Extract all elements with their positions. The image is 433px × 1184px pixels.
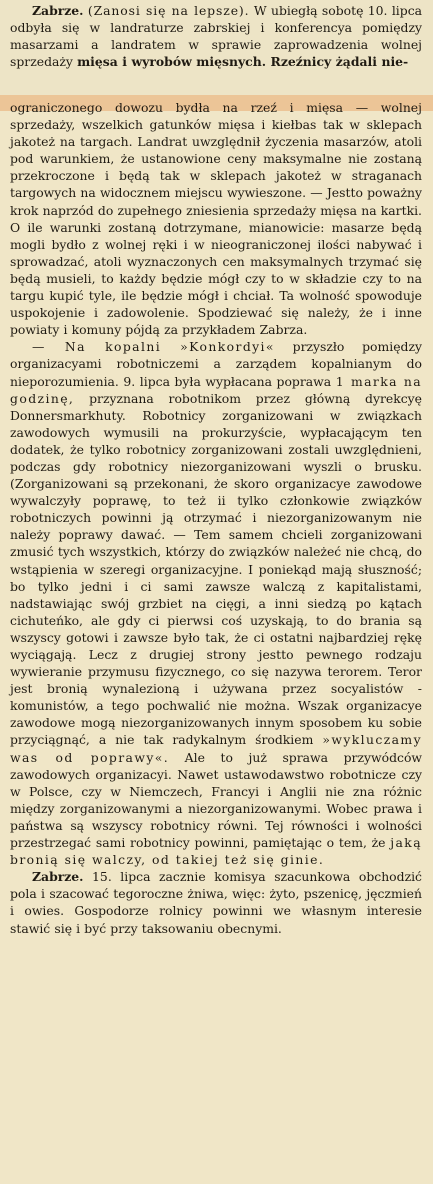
- article-subtitle: (Zanosi się na lepsze).: [87, 3, 250, 18]
- article-bold-text: mięsa i wyrobów mięsnych. Rzeźnicy żądali nie-: [77, 54, 409, 70]
- article-column: [10, 99, 422, 937]
- article-text: W ubiegłą sobotę 10. lipca odbyła się w landraturze zabrskiej i konferencya pomiędzy masarzami a landratem w sprawie zaprowadzenia wolnej sprzedaży: [10, 3, 423, 70]
- article-text: Ale to już sprawa przywódców zawodowych organizacyi. Nawet ustawodawstwo robotnicze czy w Polsce, czy w Niemczech, Francyi i Anglii nie zna różnic między zorganizowanymi a niezorganizowanymi. Wobec prawa i państwa są wszyscy robotnicy równi. Tej równości i wolności przestrzegać sami robotnicy powinni, pamiętając o tem, że: [10, 749, 423, 851]
- article-lead: Zabrze.: [32, 3, 84, 18]
- article-zabrze-part-1: [10, 2, 422, 70]
- article-quote: »wykluczamy was od poprawy«.: [10, 732, 422, 765]
- article-spaced-text: 1 marka na godzinę,: [10, 373, 423, 406]
- article-text: przyszło pomiędzy organizacyami robotniczemi a zarządem kopalnianym do nieporozumienia. 9. lipca była wypłacana poprawa: [10, 339, 423, 389]
- article-lead: Zabrze.: [32, 869, 84, 885]
- article-lead: — Na kopalni »Konkordyi«: [32, 339, 275, 355]
- article-closing: jaką bronią się walczy, od takiej też się ginie.: [10, 835, 423, 868]
- article-text: przyznana robotnikom przez główną dyrekcyę Donnersmarkhuty. Robotnicy zorganizowani w związkach zawodowych wymusili na prokurzyście, wypłacającym ten dodatek, że tylko robotnicy zorganizowani zostali uwzględnieni, podczas gdy robotnicy niezorganizowani wyszli o brusku. (Zorganizowani są przekonani, że skoro organizacye zawodowe wywalczyły poprawę, to też ii tylko członkowie związków robotniczych powinni ją otrzymać i niezorganizowanym nie należy poprawy dawać. — Tem samem chcieli zorganizowani zmusić tych wszystkich, którzy do związków należeć nie chcą, do wstąpienia w szeregi organizacyjne. I poniekąd mają słuszność; bo tylko jedni i ci sami zawsze walczą z kapitalistami, nadstawiając swój grzbiet na cięgi, a inni siedzą po kątach cichuteńko, ale gdy ci pierwsi coś uzyskają, to do brania są wszyscy gotowi i zawsze było tak, że ci ostatni najbardziej rękę wyciągają. Lecz z drugiej strony jestto pewnego rodzaju wywieranie przymusu fizycznego, co się nazywa terorem. Teror jest bronią wynalezioną i używana przez socyalistów - komunistów, a tego pochwalić nie można. Wszak organizacye zawodowe mogą niezorganizowanych innym sposobem ku sobie przyciągnąć, a nie tak radykalnym środkiem: [10, 390, 423, 748]
- article-text: 15. lipca zacznie komisya szacunkowa obchodzić pola i szacować tegoroczne żniwa, więc: żyto, pszenicę, jęczmień i owies. Gospodorze rolnicy powinni we własnym interesie stawić się i być przy taksowaniu obecnymi.: [10, 869, 422, 936]
- article-text: ograniczonego dowozu bydła na rzeź i mięsa — wolnej sprzedaży, wszelkich gatunków mięsa i kiełbas tak w sklepach jakoteż na targach. Landrat uwzględnił życzenia masarzów, atoli pod warunkiem, że ustanowione ceny maksymalne nie zostaną przekroczone i będą tak w sklepach jakoteż w straganach targowych na widocznem miejscu wywieszone. — Jestto poważny krok naprzód do zupełnego zniesienia sprzedaży mięsa na kartki. O ile warunki zostaną dotrzymane, mianowicie: masarze będą mogli bydło z wolnej ręki i w nieograniczonej ilości nabywać i sprowadzać, atoli wyznaczonych cen maksymalnych trzymać się będą musieli, to każdy będzie mógł czy to w składzie czy to na targu kupić tyle, ile będzie mógł i chciał. Ta wolność spowoduje uspokojenie i zadowolenie. Spodziewać się należy, że i inne powiaty i komuny pójdą za przykładem Zabrza.: [10, 100, 422, 338]
